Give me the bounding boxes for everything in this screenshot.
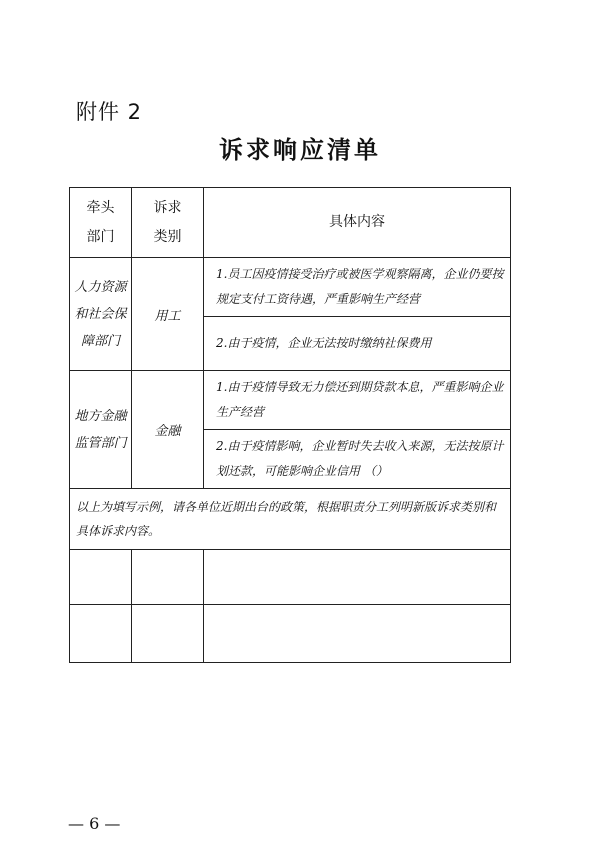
table-row: [70, 258, 511, 317]
blank-cell[interactable]: [204, 550, 511, 605]
blank-row: [70, 605, 511, 663]
page-title: 诉求响应清单: [219, 136, 381, 164]
appeal-table: [69, 187, 511, 663]
attachment-label: 附件 2: [76, 100, 143, 124]
header-cat-line1: 诉求: [153, 199, 182, 216]
blank-cell[interactable]: [132, 605, 204, 663]
blank-cell[interactable]: [70, 550, 132, 605]
header-category: [132, 188, 204, 258]
note-row: [70, 489, 511, 550]
content-cell: 2.由于疫情，企业无法按时缴纳社保费用: [204, 317, 511, 371]
category-cell-finance: 金融: [132, 371, 204, 489]
dept-line: 障部门: [80, 333, 120, 349]
header-cat-line2: 类别: [153, 228, 182, 245]
dept-line: 和社会保: [74, 306, 127, 322]
dept-line: 监管部门: [74, 435, 127, 451]
blank-cell[interactable]: [132, 550, 204, 605]
page-number-text: — 6 —: [68, 814, 121, 833]
dept-cell-finance: [70, 371, 132, 489]
header-dept-line2: 部门: [86, 228, 115, 245]
blank-cell[interactable]: [70, 605, 132, 663]
header-content: 具体内容: [204, 188, 511, 258]
example-note: 以上为填写示例，请各单位近期出台的政策，根据职责分工列明新版诉求类别和具体诉求内容。: [70, 489, 511, 550]
blank-cell[interactable]: [204, 605, 511, 663]
category-cell-employment: 用工: [132, 258, 204, 371]
blank-row: [70, 550, 511, 605]
table-row: [70, 371, 511, 430]
dept-line: 人力资源: [74, 279, 127, 295]
header-dept: [70, 188, 132, 258]
content-cell: 2.由于疫情影响，企业暂时失去收入来源，无法按原计划还款，可能影响企业信用 （）: [204, 430, 511, 489]
dept-cell-hr: [70, 258, 132, 371]
table-header-row: [70, 188, 511, 258]
dept-line: 地方金融: [74, 408, 127, 424]
content-cell: 1.由于疫情导致无力偿还到期贷款本息，严重影响企业生产经营: [204, 371, 511, 430]
header-dept-line1: 牵头: [86, 199, 115, 216]
content-cell: 1.员工因疫情接受治疗或被医学观察隔离，企业仍要按规定支付工资待遇，严重影响生产经营: [204, 258, 511, 317]
